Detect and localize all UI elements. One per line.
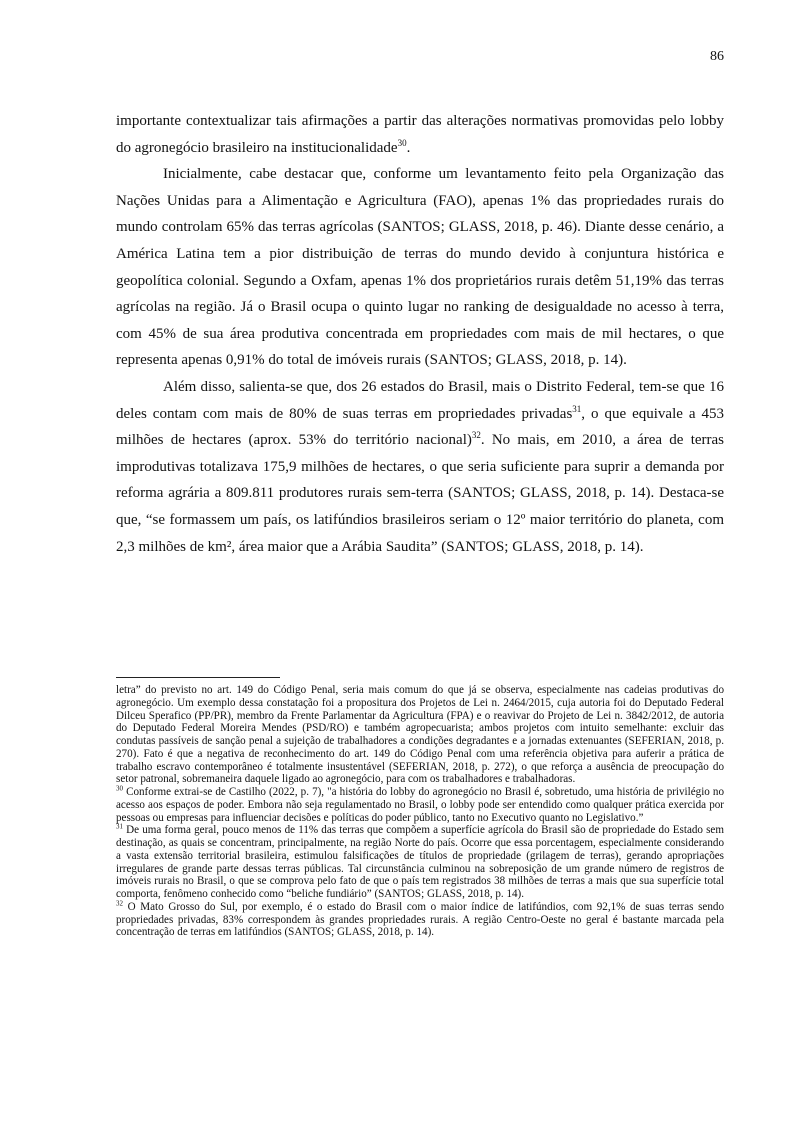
footnote-31 bbox=[116, 824, 724, 901]
footnote-32-text: O Mato Grosso do Sul, por exemplo, é o estado do Brasil com o maior índice de latifúndios, com 92,1% de suas terras sendo propriedades privadas, 83% correspondem às grandes propriedades rurais. A região Centro-Oeste no geral é bastante marcada pela concentração de terras em latifúndios (SANTOS; GLASS, 2018, p. 14). bbox=[116, 900, 724, 939]
paragraph-2: Inicialmente, cabe destacar que, conforme um levantamento feito pela Organização das Nações Unidas para a Alimentação e Agricultura (FAO), apenas 1% das propriedades rurais do mundo controlam 65% das terras agrícolas (SANTOS; GLASS, 2018, p. 46). Diante desse cenário, a América Latina tem a pior distribuição de terras do mundo devido à conjuntura histórica e geopolítica colonial. Segundo a Oxfam, apenas 1% dos proprietários rurais detêm 51,19% das terras agrícolas na região. Já o Brasil ocupa o quinto lugar no ranking de desigualdade no acesso à terra, com 45% de sua área produtiva concentrada em propriedades com mais de mil hectares, o que representa apenas 0,91% do total de imóveis rurais (SANTOS; GLASS, 2018, p. 14). bbox=[116, 166, 724, 369]
footnote-continued: letra” do previsto no art. 149 do Código Penal, seria mais comum do que já se observa, especialmente nas cadeias produtivas do agronegócio. Um exemplo dessa constatação foi a propositura dos Projetos de Lei n. 2464/2015, cuja autoria foi do Deputado Federal Dilceu Sperafico (PP/PR), membro da Frente Parlamentar da Agricultura (FPA) e o reavivar do Projeto de Lei n. 3842/2012, de autoria do Deputado Federal Moreira Mendes (PSD/RO) e também agropecuarista; ambos projetos com intuito semelhante: excluir das condutas passíveis de sanção penal a sujeição de trabalhadores a condições degradantes e a jornadas extenuantes (SEFERIAN, 2018, p. 270). Fato é que a negativa de reconhecimento do art. 149 do Código Penal com uma referência objetiva para auferir a prática de trabalho escravo contemporâneo é totalmente insustentável (SEFERIAN, 2018, p. 272), o que reforça a ausência de preocupação do setor patronal, sobremaneira daquele ligado ao agronegócio, para com os trabalhadores e trabalhadoras. bbox=[116, 684, 724, 786]
footnote-31-number: 31 bbox=[116, 822, 123, 831]
footnote-ref-30[interactable]: 30 bbox=[397, 137, 407, 148]
paragraph-1-text: importante contextualizar tais afirmações a partir das alterações normativas promovidas pelo lobby do agronegócio brasileiro na institucionalidade bbox=[116, 113, 724, 156]
footnote-ref-32[interactable]: 32 bbox=[471, 430, 481, 441]
footnote-30-number: 30 bbox=[116, 784, 123, 793]
paragraph-3-part-b: , o que equivale a 453 milhões de hectares (aprox. 53% do território nacional) bbox=[116, 405, 724, 449]
page-number: 86 bbox=[710, 49, 724, 64]
paragraph-3 bbox=[116, 374, 724, 560]
footnote-ref-31[interactable]: 31 bbox=[572, 403, 582, 414]
footnote-32 bbox=[116, 901, 724, 939]
main-text bbox=[116, 108, 724, 560]
footnote-separator bbox=[116, 677, 280, 678]
paragraph-1-end: . bbox=[406, 139, 411, 156]
footnotes bbox=[116, 684, 724, 939]
footnote-30-text: Conforme extrai-se de Castilho (2022, p. 7), "a história do lobby do agronegócio no Brasil é, sobretudo, uma história de privilégio no acesso aos espaços de poder. Embora não seja regulamentado no Brasil, o lobby pode ser entendido como qualquer prática exercida por pessoas ou empresas para influenciar decisões e políticas do poder público, tanto no Executivo quanto no Legislativo.” bbox=[116, 786, 724, 824]
paragraph-1 bbox=[116, 108, 724, 161]
footnote-30 bbox=[116, 786, 724, 824]
footnote-32-number: 32 bbox=[116, 899, 123, 908]
paragraph-3-part-c: . No mais, em 2010, a área de terras improdutivas totalizava 175,9 milhões de hectares, o que seria suficiente para suprir a demanda por reforma agrária a 809.811 produtores rurais sem-terra (SANTOS; GLASS, 2018, p. 14). Destaca-se que, “se formassem um país, os latifúndios brasileiros seriam o 12º maior território do planeta, com 2,3 milhões de km², área maior que a Arábia Saudita” (SANTOS; GLASS, 2018, p. 14). bbox=[116, 432, 724, 555]
footnote-31-text: De uma forma geral, pouco menos de 11% das terras que compõem a superfície agrícola do Brasil são de propriedade do Estado sem destinação, as quais se concentram, principalmente, na região Norte do país. Ocorre que essa porcentagem, especialmente considerando a vasta extensão territorial brasileira, estimulou falsificações de títulos de propriedade (grilagem de terras), gerando apropriações irregulares de grande parte dessas terras públicas. Tal circunstância culminou na sobreposição de um grande número de registros de imóveis rurais no Brasil, o que se comprova pelo fato de que o país tem registrados 38 milhões de terras a mais que sua superfície total comporta, fenômeno conhecido como “beliche fundiário” (SANTOS; GLASS, 2018, p. 14). bbox=[116, 824, 724, 900]
paragraph-3-part-a: Além disso, salienta-se que, dos 26 estados do Brasil, mais o Distrito Federal, tem-se que 16 deles contam com mais de 80% de suas terras em propriedades privadas bbox=[116, 378, 724, 422]
